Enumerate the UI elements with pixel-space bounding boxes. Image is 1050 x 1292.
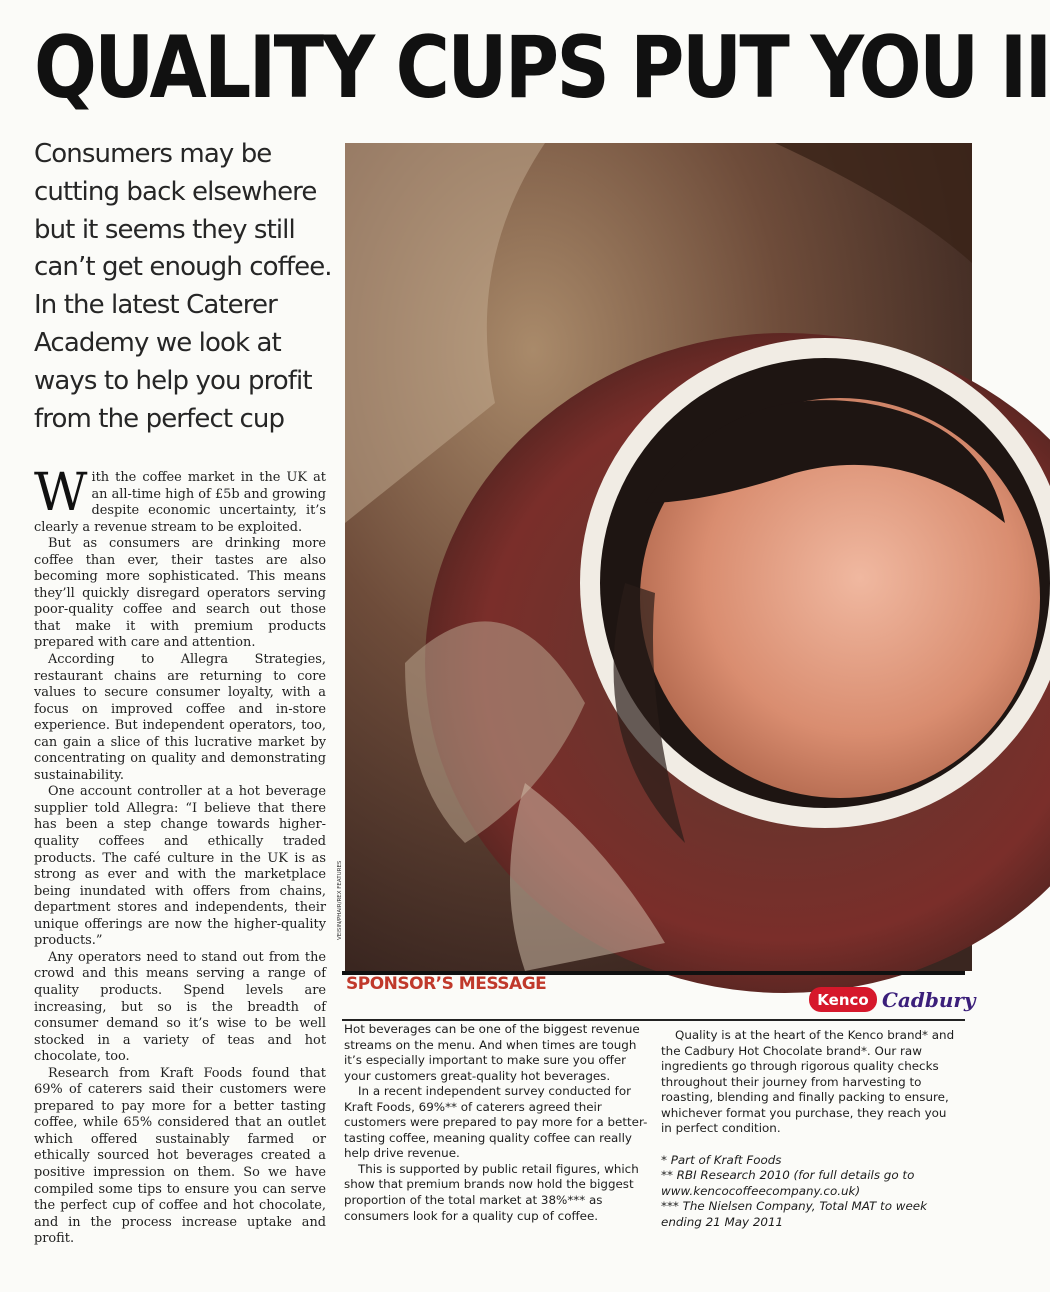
body-paragraph-4: One account controller at a hot beverage supplier told Allegra: “I believe that there has been a step change towards higher-quality coffees and ethically traded products. The café culture in the UK is as strong as ever and with the marketplace being inundated with offers from chains, department stores and independents, their unique offerings are now the higher-quality products.”: [34, 784, 326, 949]
body-paragraph-1: With the coffee market in the UK at an all-time high of £5b and growing despite economic uncertainty, it’s clearly a revenue stream to be exploited.: [34, 463, 326, 535]
footnote-3: *** The Nielsen Company, Total MAT to week ending 21 May 2011: [661, 1199, 927, 1230]
cadbury-logo-text: Cadbury: [882, 988, 976, 1012]
sponsor-footnotes: [661, 1153, 961, 1231]
standfirst: Consumers may be cutting back elsewhere but it seems they still can’t get enough coffee. In the latest Caterer Academy we look at ways to help you profit from the perfect cup: [34, 139, 332, 434]
body-paragraph-2: But as consumers are drinking more coffee than ever, their tastes are also becoming more sophisticated. This means they’ll quickly disregard operators serving poor-quality coffee and search out those that make it with premium products prepared with care and attention.: [34, 536, 326, 651]
kenco-logo: [808, 986, 878, 1013]
sponsor-col2-paragraph-1: Quality is at the heart of the Kenco brand* and the Cadbury Hot Chocolate brand*. Our raw ingredients go through rigorous quality checks throughout their journey from harvesting to roasting, blending and finally packing to ensure, whichever format you purchase, they reach you in perfect condition.: [661, 1028, 955, 1136]
sponsor-column-2: [661, 1028, 961, 1231]
sponsor-column-1: [344, 1022, 656, 1224]
kenco-logo-mark: [808, 986, 878, 1013]
headline: QUALITY CUPS PUT YOU II: [34, 18, 1050, 118]
drop-cap: W: [34, 463, 88, 523]
sponsor-col1-paragraph-3: This is supported by public retail figures, which show that premium brands now hold the biggest proportion of the total market at 38%*** as consumers look for a quality cup of coffee.: [344, 1161, 639, 1223]
body-paragraph-6: Research from Kraft Foods found that 69% of caterers said their customers were prepared to pay more for a better tasting coffee, while 65% considered that an outlet which offered sustainably farmed or ethically sourced hot beverages created a positive impression on them. So we have compiled some tips to ensure you can serve the perfect cup of coffee and hot chocolate, and in the process increase uptake and profit.: [34, 1065, 326, 1247]
photo-credit: VEISIN/PHAIR/REX FEATURES: [337, 860, 343, 940]
coffee-cup-illustration: [345, 143, 972, 971]
body-paragraph-3: According to Allegra Strategies, restaurant chains are returning to core values to secure consumer loyalty, with a focus on improved coffee and in-store experience. But independent operators, too, can gain a slice of this lucrative market by concentrating on quality and demonstrating sustainability.: [34, 652, 326, 783]
kenco-logo-text: Kenco: [817, 991, 869, 1009]
sponsor-rule-bottom: [342, 1019, 965, 1021]
article-body: [34, 463, 326, 1248]
footnote-2: ** RBI Research 2010 (for full details go to www.kencocoffeecompany.co.uk): [661, 1168, 915, 1198]
coffee-cup-photo: [345, 143, 972, 971]
body-paragraph-5: Any operators need to stand out from the crowd and this means serving a range of quality products. Spend levels are increasing, but so is the breadth of consumer demand so it’s wise to be well stocked in a variety of teas and hot chocolate, too.: [34, 949, 326, 1065]
cadbury-logo: [880, 983, 976, 1015]
cadbury-logo-mark: [880, 983, 976, 1015]
sponsor-title: SPONSOR’S MESSAGE: [346, 974, 547, 994]
sponsor-col1-paragraph-2: In a recent independent survey conducted for Kraft Foods, 69%** of caterers agreed their customers were prepared to pay more for a better-tasting coffee, meaning quality coffee can really help drive revenue.: [344, 1084, 648, 1161]
sponsor-col1-paragraph-1: Hot beverages can be one of the biggest revenue streams on the menu. And when times are tough it’s especially important to make sure you offer your customers great-quality hot beverages.: [344, 1022, 640, 1083]
footnote-1: * Part of Kraft Foods: [661, 1152, 782, 1167]
